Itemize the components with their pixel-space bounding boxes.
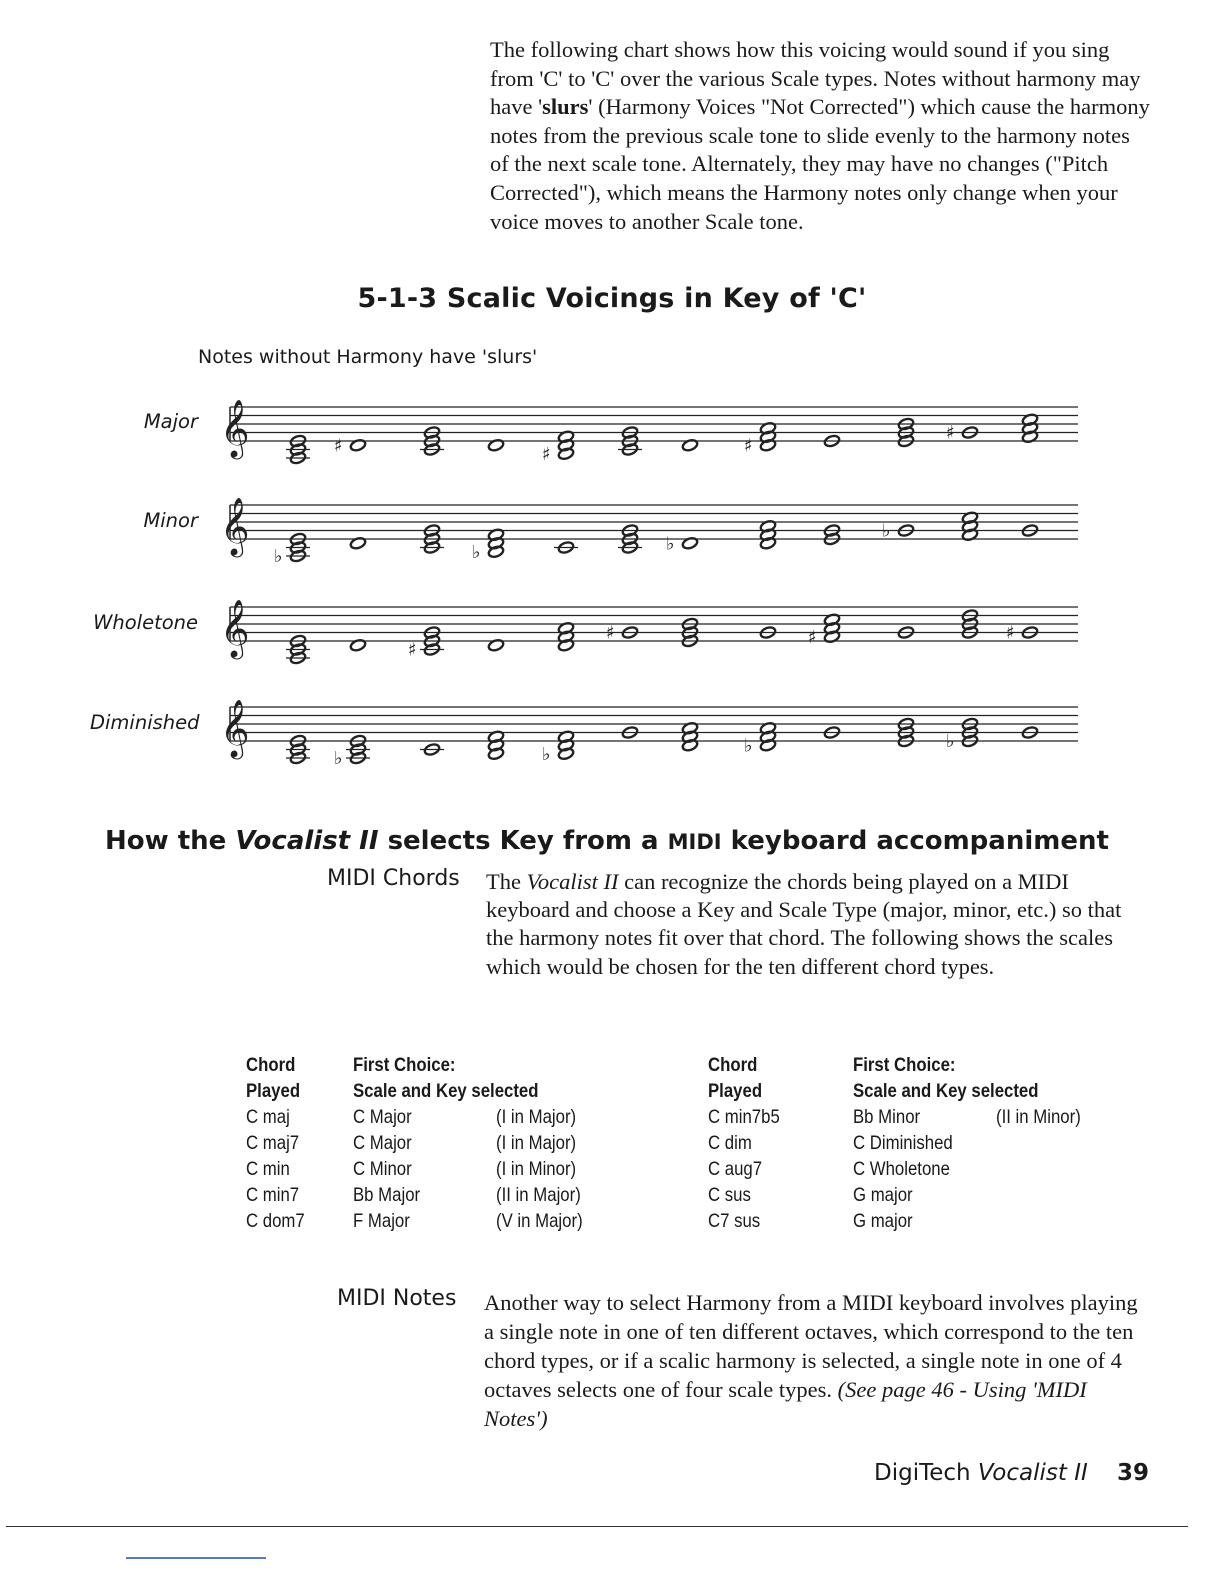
treble-clef-icon: 𝄞 <box>220 599 250 657</box>
slur-note: Notes without Harmony have 'slurs' <box>198 346 538 368</box>
table-cell: C aug7 <box>708 1158 763 1180</box>
header-first-choice: First Choice: <box>853 1054 956 1076</box>
table-cell: C min <box>246 1158 290 1180</box>
treble-clef-icon: 𝄞 <box>220 699 250 757</box>
chords-text-product: Vocalist II <box>526 869 619 894</box>
midi-heading-post: keyboard accompaniment <box>721 826 1109 856</box>
midi-heading-product: Vocalist II <box>235 826 379 856</box>
section-title: 5-1-3 Scalic Voicings in Key of 'C' <box>357 283 867 314</box>
table-cell: (I in Minor) <box>496 1158 577 1180</box>
flat-icon: ♭ <box>882 520 891 542</box>
table-right-chord-col <box>708 1052 780 1234</box>
flat-icon: ♭ <box>274 546 283 567</box>
midi-heading-pre: How the <box>105 826 236 856</box>
sharp-icon: ♯ <box>744 435 753 457</box>
table-cell: Bb Minor <box>853 1106 921 1128</box>
staff-label-diminished: Diminished <box>90 711 200 734</box>
table-right-scale-col <box>853 1052 1039 1234</box>
flat-icon: ♭ <box>946 731 955 752</box>
sharp-icon: ♯ <box>1006 622 1015 644</box>
table-cell: C7 sus <box>708 1210 761 1232</box>
table-cell: C dom7 <box>246 1210 305 1232</box>
flat-icon: ♭ <box>334 748 343 769</box>
music-notation <box>200 385 1090 785</box>
midi-heading <box>105 826 1109 856</box>
footer-brand <box>874 1460 1088 1486</box>
table-cell: Bb Major <box>353 1184 421 1206</box>
midi-heading-mid: selects Key from a <box>378 826 668 856</box>
sharp-icon: ♯ <box>542 443 551 465</box>
sharp-icon: ♯ <box>334 435 343 457</box>
table-left-degree-col <box>496 1104 583 1234</box>
chords-text-pre: The <box>486 869 527 894</box>
flat-icon: ♭ <box>666 533 675 555</box>
table-cell: (II in Major) <box>496 1184 581 1206</box>
table-cell: C dim <box>708 1132 752 1154</box>
midi-chords-label: MIDI Chords <box>327 866 460 891</box>
sharp-icon: ♯ <box>606 622 615 644</box>
table-cell: G major <box>853 1210 913 1232</box>
table-cell: (I in Major) <box>496 1106 577 1128</box>
notes-text-ref: (See page 46 - Using 'MIDI Notes') <box>484 1377 1087 1431</box>
midi-heading-midi: MIDI <box>667 830 722 854</box>
midi-notes-text <box>484 1288 1144 1433</box>
header-chord: Chord <box>246 1054 296 1076</box>
page-number: 39 <box>1117 1460 1150 1486</box>
table-cell: C min7b5 <box>708 1106 780 1128</box>
table-right-degree-col <box>996 1104 1081 1130</box>
header-scale-key: Scale and Key selected <box>853 1080 1039 1102</box>
intro-text-2: ' (Harmony Voices "Not Corrected") which cause the harmony notes from the previous scale tone to slide evenly to the harmony notes of the next scale tone. Alternately, they may have no changes ("Pitch Corrected"), which means the Harmony notes only change when your voice moves to another Scale tone. <box>490 94 1150 234</box>
table-cell: C Major <box>353 1132 412 1154</box>
intro-paragraph <box>490 36 1150 236</box>
treble-clef-icon: 𝄞 <box>220 399 250 457</box>
staff-label-minor: Minor <box>143 509 198 532</box>
table-cell: (V in Major) <box>496 1210 583 1232</box>
table-cell: C sus <box>708 1184 751 1206</box>
table-left-chord-col <box>246 1052 305 1234</box>
header-first-choice: First Choice: <box>353 1054 456 1076</box>
table-cell: C Major <box>353 1106 412 1128</box>
chords-text-post: can recognize the chords being played on a MIDI keyboard and choose a Key and Scale Type (major, minor, etc.) so that the harmony notes fit over that chord. The following shows the scales which would be chosen for the ten different chord types. <box>486 869 1122 979</box>
header-chord: Chord <box>708 1054 758 1076</box>
staff-label-wholetone: Wholetone <box>93 611 198 634</box>
flat-icon: ♭ <box>744 735 753 757</box>
midi-notes-label: MIDI Notes <box>337 1286 457 1311</box>
flat-icon: ♭ <box>472 541 481 563</box>
intro-text-1: The following chart shows how this voicing would sound if you sing from 'C' to 'C' over the various Scale types. Notes without harmony may have ' <box>490 37 1141 120</box>
notes-text-body: Another way to select Harmony from a MIDI keyboard involves playing a single note in one of ten different octaves, which correspond to the ten chord types, or if a scalic harmony is selected, a single note in one of 4 octaves selects one of four scale types. <box>484 1290 1138 1402</box>
table-cell: C Wholetone <box>853 1158 950 1180</box>
table-cell: C min7 <box>246 1184 300 1206</box>
table-cell: G major <box>853 1184 913 1206</box>
intro-slurs: slurs <box>542 94 589 120</box>
flat-icon: ♭ <box>542 743 551 765</box>
sharp-icon: ♯ <box>408 639 417 661</box>
header-scale-key: Scale and Key selected <box>353 1080 539 1102</box>
staff-label-major: Major <box>143 410 198 433</box>
header-played: Played <box>246 1080 301 1102</box>
footer-mark <box>126 1557 266 1559</box>
treble-clef-icon: 𝄞 <box>220 497 250 555</box>
table-cell: (I in Major) <box>496 1132 577 1154</box>
sharp-icon: ♯ <box>808 626 817 648</box>
footer-brand-name: DigiTech <box>874 1460 978 1486</box>
table-cell: C Minor <box>353 1158 412 1180</box>
table-cell: (II in Minor) <box>996 1106 1081 1128</box>
footer-divider <box>6 1526 1188 1527</box>
header-played: Played <box>708 1080 763 1102</box>
footer-product: Vocalist II <box>977 1460 1088 1486</box>
table-cell: F Major <box>353 1210 410 1232</box>
midi-chords-text <box>486 868 1146 981</box>
sharp-icon: ♯ <box>946 422 955 444</box>
table-cell: C maj <box>246 1106 290 1128</box>
table-cell: C maj7 <box>246 1132 300 1154</box>
table-cell: C Diminished <box>853 1132 953 1154</box>
